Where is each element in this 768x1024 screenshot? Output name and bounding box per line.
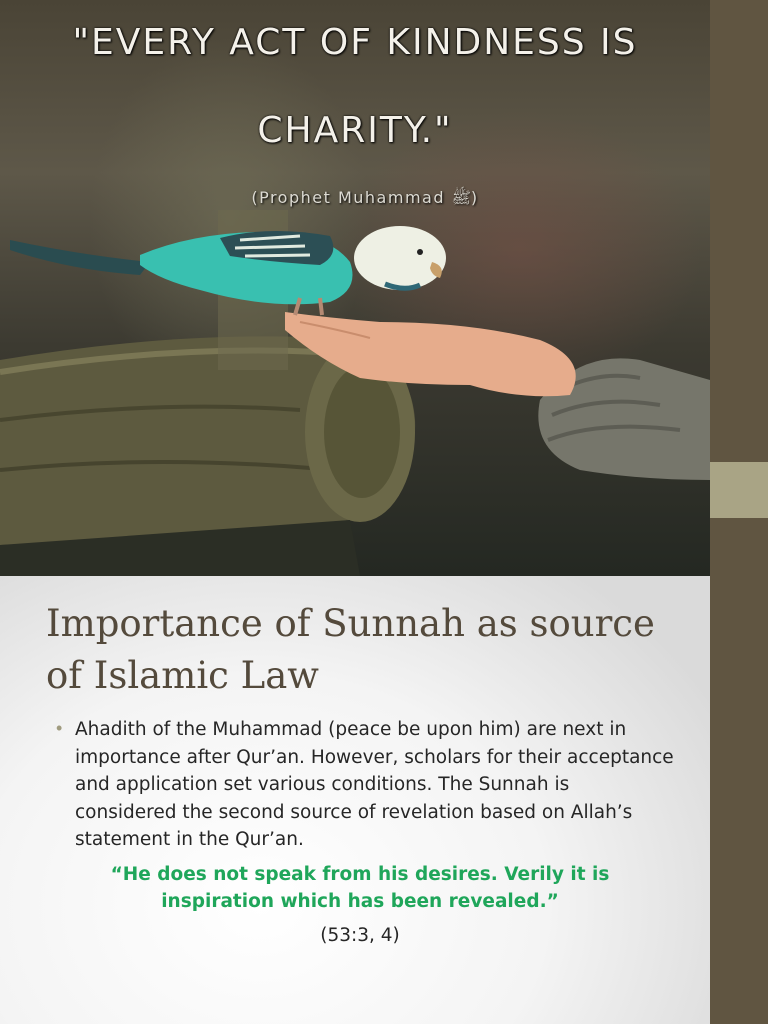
quran-reference: (53:3, 4) [320, 925, 400, 946]
quran-quote: “He does not speak from his desires. Verily it is inspiration which has been revealed.” [110, 864, 610, 912]
bullet-marker: • [56, 718, 63, 738]
bullet-text: Ahadith of the Muhammad (peace be upon him) are next in importance after Qur’an. However, scholars for their acceptance and application set various conditions. The Sunnah is considered the second source of revelation based on Allah’s statement in the Qur’an. [75, 719, 674, 850]
quote-line-1: "EVERY ACT OF KINDNESS IS [72, 22, 638, 63]
quote-line-2: CHARITY." [257, 110, 453, 151]
quote-attribution: (Prophet Muhammad ﷺ) [251, 188, 479, 207]
slide-title: Importance of Sunnah as source of Islamic Law [46, 602, 655, 697]
sidebar-accent-block [710, 462, 768, 518]
